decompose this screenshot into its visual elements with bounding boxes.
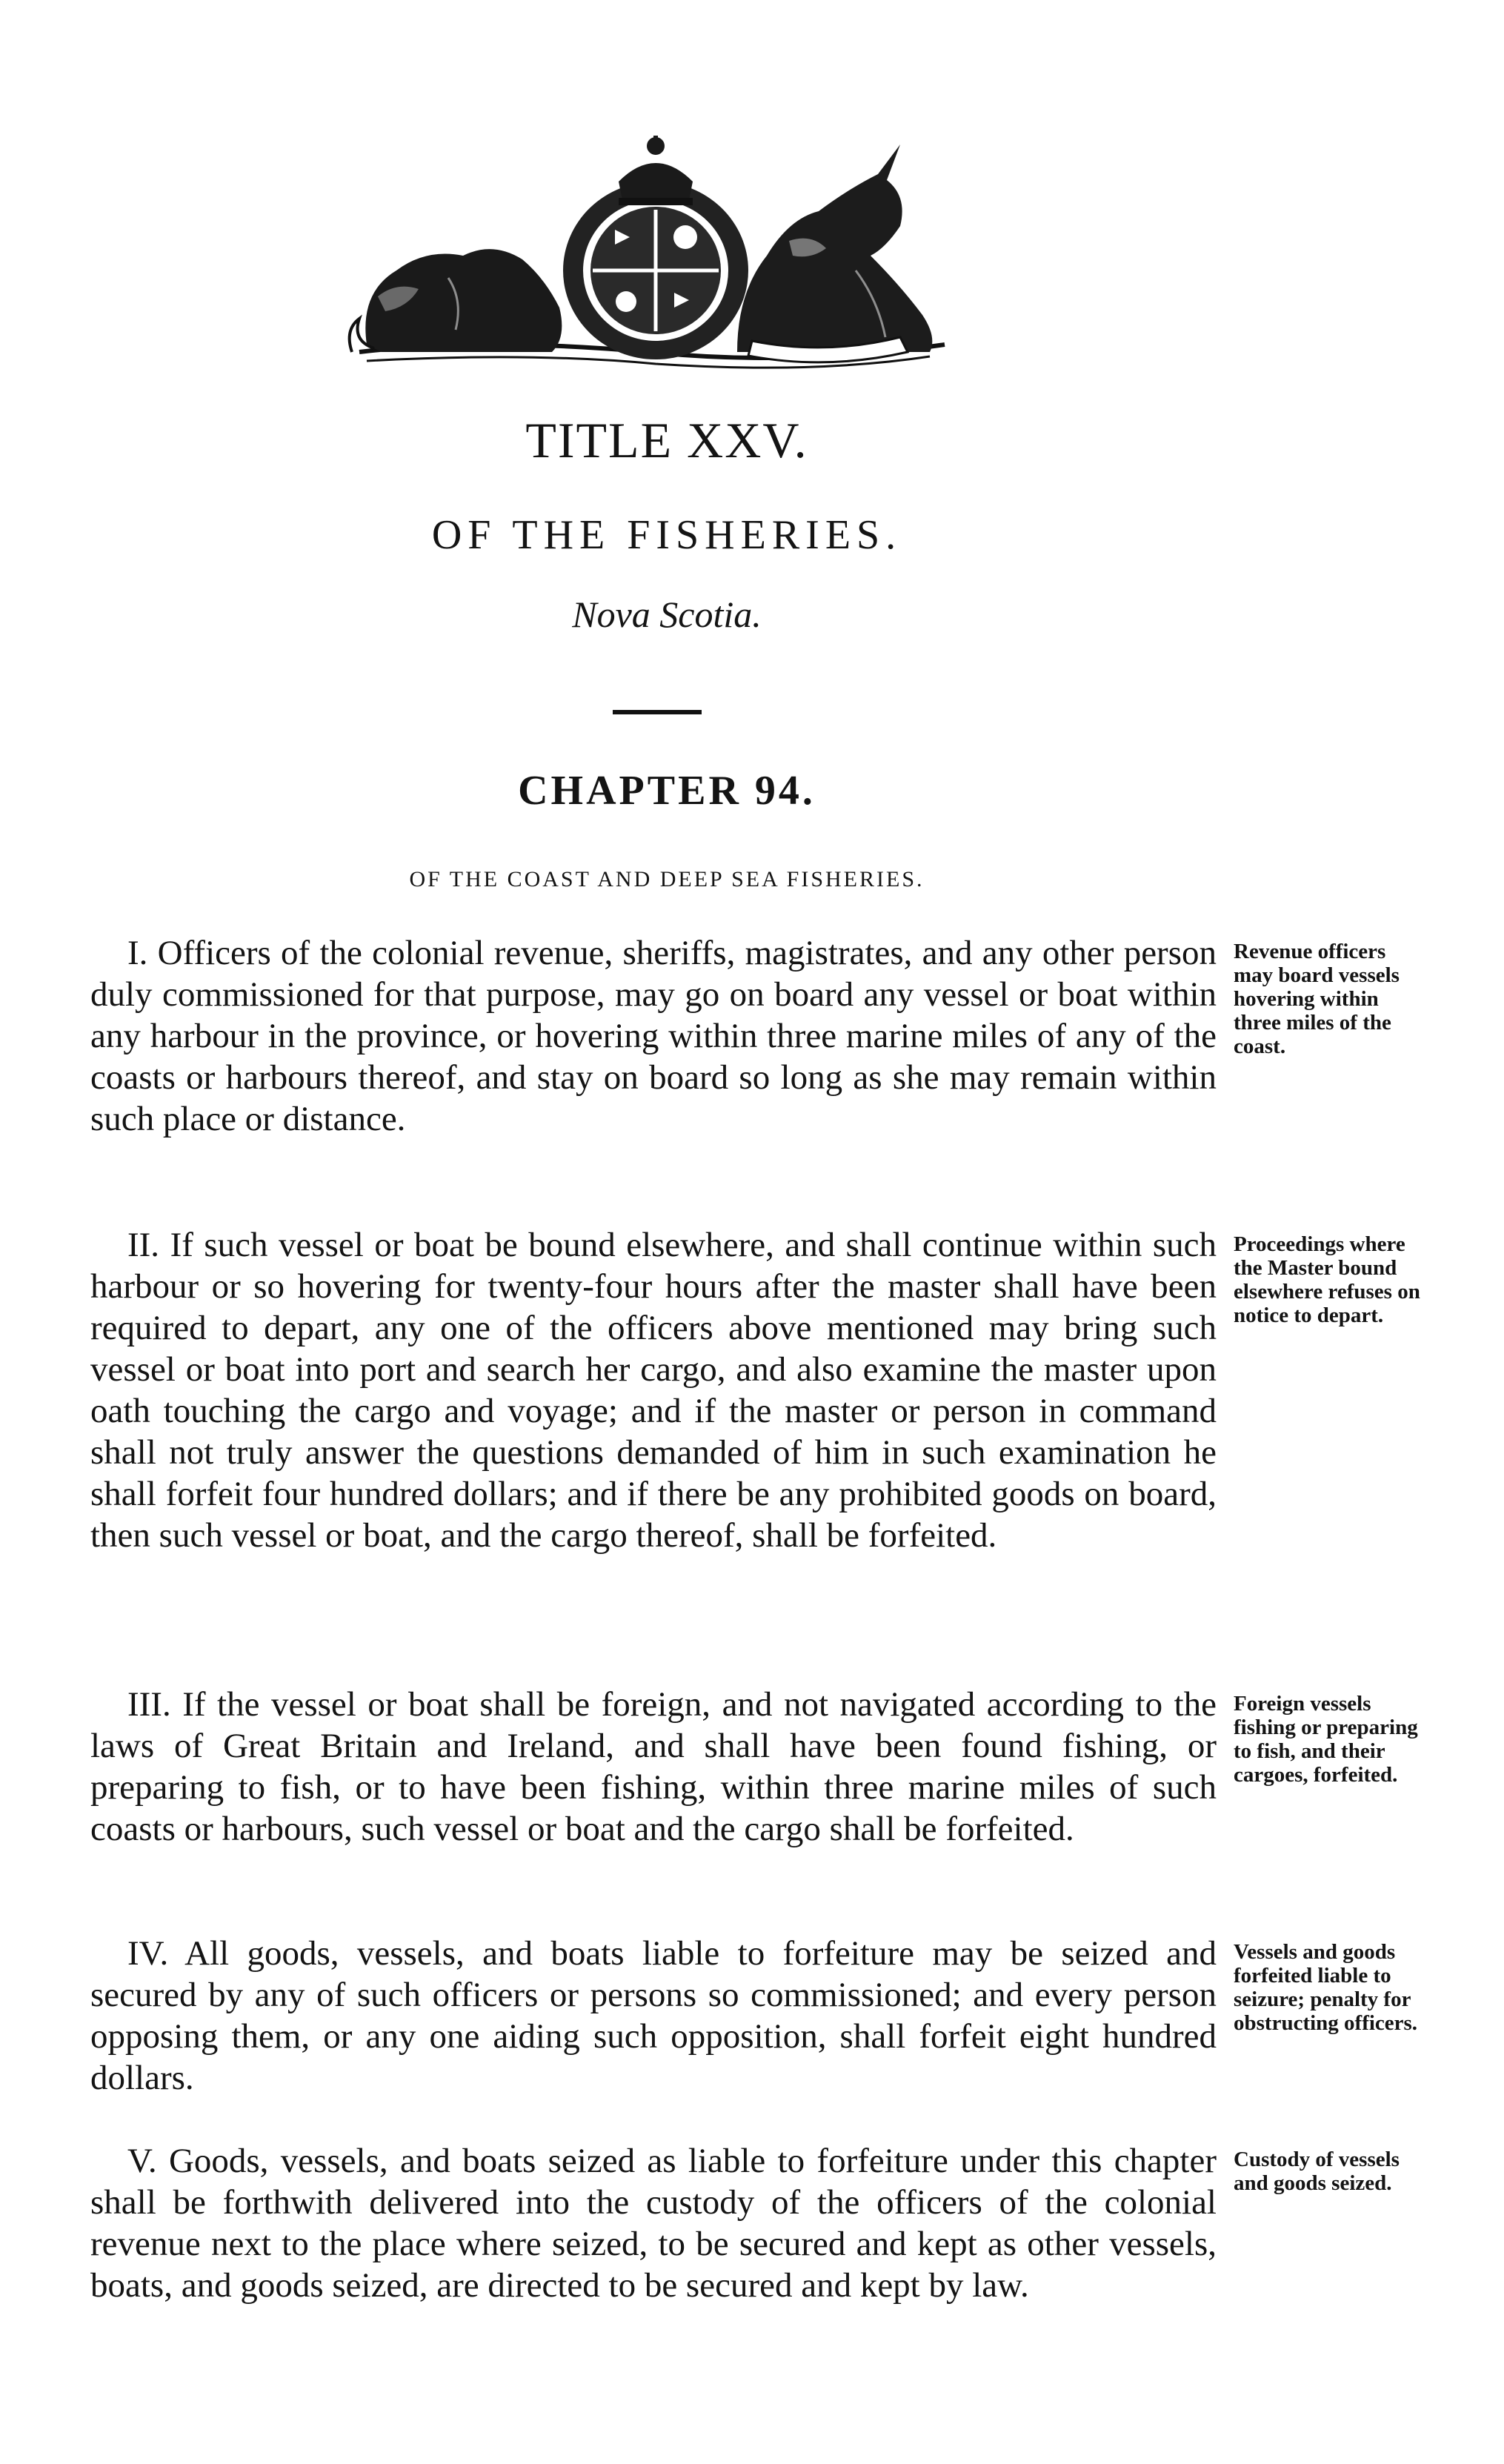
- royal-coat-of-arms-icon: [337, 130, 974, 382]
- section-number: IV.: [127, 1934, 169, 1973]
- section-text: Goods, vessels, and boats seized as liable to forfeiture under this chapter shall be forthwith delivered into the custody of the officers of the colonial revenue next to the place where seized, to be secured and kept as other vessels, boats, and goods seized, are directed to be secured and kept by law.: [90, 2142, 1217, 2305]
- section-text: If such vessel or boat be bound elsewhere, and shall continue within such harbour or so hovering for twenty-four hours after the master shall have been required to depart, any one of the officers above mentioned may bring such vessel or boat into port and search her cargo, and also examine the master upon oath touching the cargo and voyage; and if the master or person in command shall not truly answer the questions demanded of him in such examination he shall forfeit four hundred dollars; and if there be any prohibited goods on board, then such vessel or boat, and the cargo thereof, shall be forfeited.: [90, 1226, 1217, 1555]
- chapter-subtitle: OF THE COAST AND DEEP SEA FISHERIES.: [409, 867, 925, 891]
- section-text: Officers of the colonial revenue, sheriffs, magistrates, and any other person duly commissioned for that purpose, may go on board any vessel or boat within any harbour in the province, or hovering within three marine miles of any of the coasts or harbours thereof, and stay on board so long as she may remain within such place or distance.: [90, 934, 1217, 1138]
- section-2: [90, 1224, 1217, 1556]
- title: TITLE XXV.: [525, 412, 808, 468]
- subtitle: OF THE FISHERIES.: [431, 512, 902, 558]
- section-number: II.: [127, 1226, 160, 1264]
- margin-note-5: Custody of vessels and goods seized.: [1234, 2148, 1400, 2195]
- chapter-heading: CHAPTER 94.: [518, 768, 816, 814]
- section-4: [90, 1933, 1217, 2099]
- section-5: [90, 2140, 1217, 2306]
- divider-rule: [613, 710, 702, 714]
- margin-note-3: Foreign vessels fishing or preparing to fish, and their cargoes, forfeited.: [1234, 1692, 1418, 1787]
- margin-note-1: Revenue officers may board vessels hovering within three miles of the coast.: [1234, 940, 1400, 1058]
- section-number: III.: [127, 1685, 171, 1724]
- section-number: I.: [127, 934, 148, 972]
- margin-note-2: Proceedings where the Master bound elsewhere refuses on notice to depart.: [1234, 1232, 1420, 1327]
- section-3: [90, 1684, 1217, 1850]
- region-heading: Nova Scotia.: [572, 594, 762, 635]
- section-number: V.: [127, 2142, 157, 2180]
- section-text: All goods, vessels, and boats liable to forfeiture may be seized and secured by any of such officers or persons so commissioned; and every person opposing them, or any one aiding such opposition, shall forfeit eight hundred dollars.: [90, 1934, 1217, 2097]
- section-text: If the vessel or boat shall be foreign, and not navigated according to the laws of Great Britain and Ireland, and shall have been found fishing, or preparing to fish, or to have been fishing, within three marine miles of such coasts or harbours, such vessel or boat and the cargo shall be forfeited.: [90, 1685, 1217, 1848]
- margin-note-4: Vessels and goods forfeited liable to seizure; penalty for obstructing officers.: [1234, 1940, 1418, 2035]
- section-1: [90, 932, 1217, 1140]
